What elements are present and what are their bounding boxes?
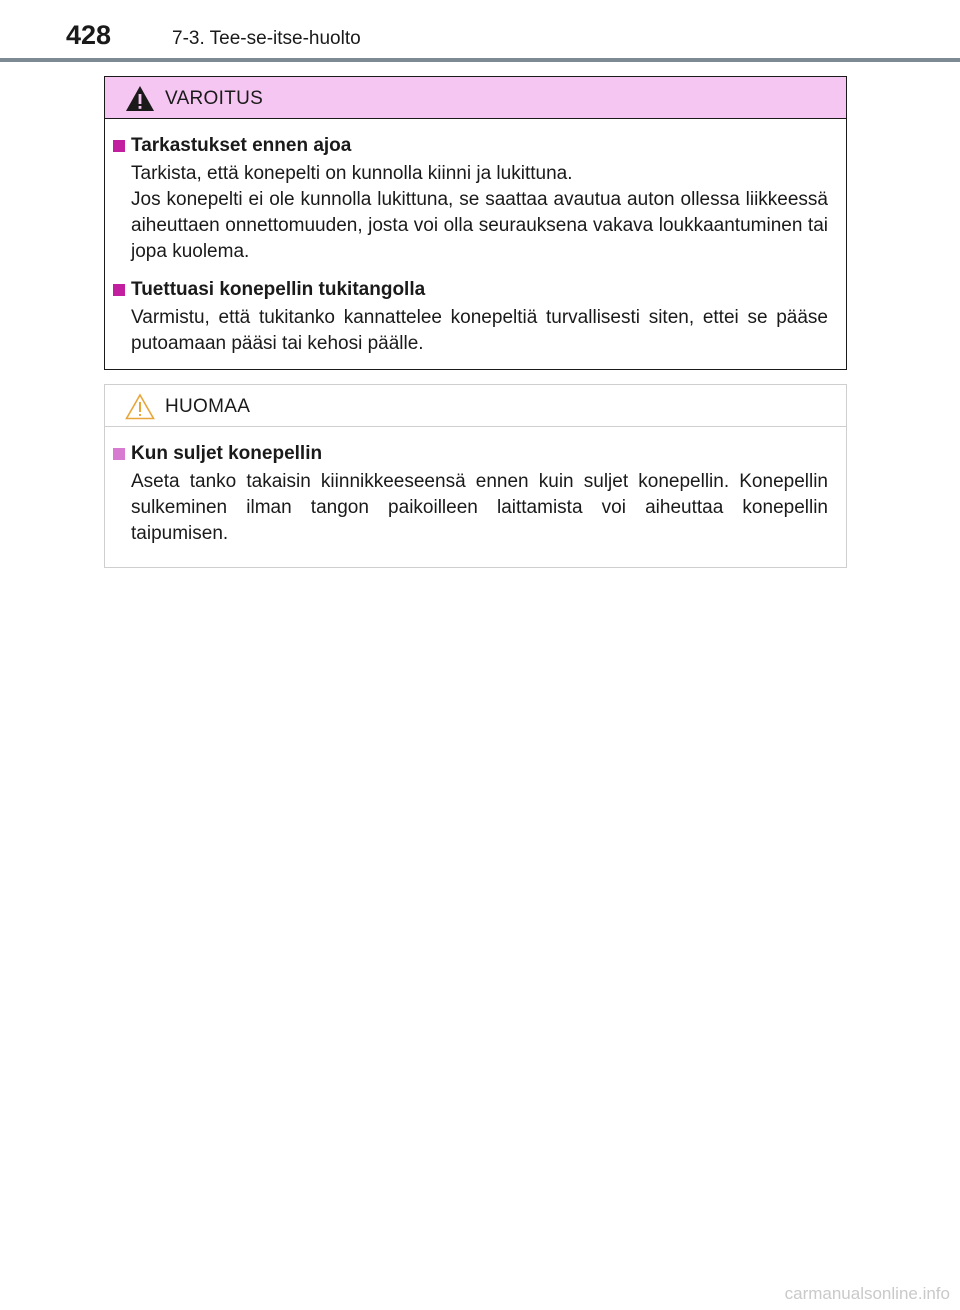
warning-box-header bbox=[105, 77, 846, 119]
notice-box bbox=[104, 384, 847, 568]
page-header bbox=[0, 0, 960, 62]
paragraph: Tarkista, että konepelti on kunnolla kiinni ja lukittuna. bbox=[131, 163, 573, 184]
notice-box-header bbox=[105, 385, 846, 427]
section-title: 7-3. Tee-se-itse-huolto bbox=[172, 28, 361, 49]
warning-box bbox=[104, 76, 847, 370]
square-bullet-icon bbox=[113, 140, 125, 152]
warning-triangle-icon bbox=[125, 85, 155, 112]
square-bullet-icon bbox=[113, 284, 125, 296]
warning-box-body bbox=[105, 119, 846, 357]
page-number: 428 bbox=[66, 20, 112, 50]
warning-item-text bbox=[131, 305, 828, 357]
warning-item-title: Tarkastukset ennen ajoa bbox=[131, 135, 352, 156]
notice-item-text bbox=[131, 469, 828, 547]
warning-item bbox=[113, 275, 828, 357]
warning-item-title: Tuettuasi konepellin tukitangolla bbox=[131, 279, 426, 300]
square-bullet-icon bbox=[113, 448, 125, 460]
paragraph: Varmistu, että tukitanko kannattelee konepeltiä turvallisesti siten, ettei se pääse putoamaan pääsi tai kehosi päälle. bbox=[131, 307, 828, 354]
paragraph: Jos konepelti ei ole kunnolla lukittuna, se saattaa avautua auton ollessa liikkeessä aiheuttaen onnettomuuden, josta voi olla seurauksena vakava loukkaantuminen tai jopa kuolema. bbox=[131, 189, 828, 262]
warning-box-title: VAROITUS bbox=[165, 88, 264, 109]
notice-item-title: Kun suljet konepellin bbox=[131, 443, 323, 464]
paragraph: Aseta tanko takaisin kiinnikkeeseensä ennen kuin suljet konepellin. Konepellin sulkeminen ilman tangon paikoilleen laittamista voi aiheuttaa konepellin taipumisen. bbox=[131, 471, 828, 544]
notice-box-body bbox=[105, 427, 846, 547]
notice-box-title: HUOMAA bbox=[165, 396, 251, 417]
notice-item bbox=[113, 439, 828, 547]
header-divider bbox=[0, 58, 960, 62]
warning-item-text bbox=[131, 161, 828, 265]
warning-item bbox=[113, 131, 828, 265]
caution-triangle-outline-icon bbox=[125, 393, 155, 420]
watermark: carmanualsonline.info bbox=[784, 1284, 950, 1303]
